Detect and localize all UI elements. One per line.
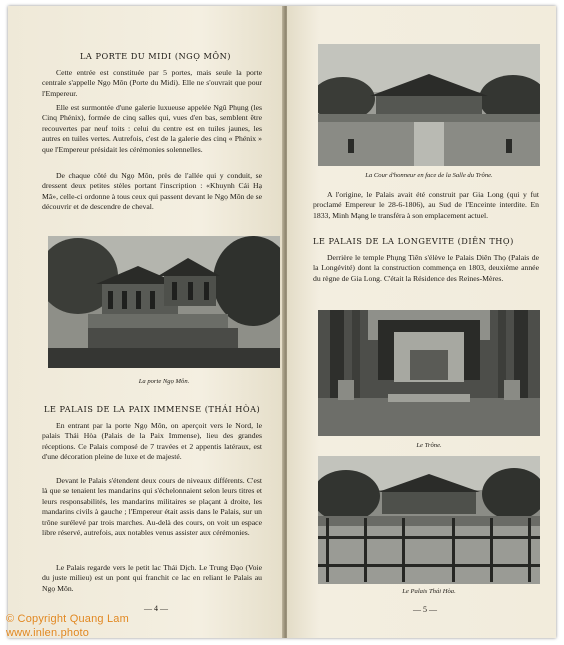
photo-trone-drawing	[318, 310, 540, 436]
paragraph-thai-hoa-3: Le Palais regarde vers le petit lac Thái Dịch. Le Trung Đạo (Voie du juste milieu) est un pont qui franchit ce lac en reliant le Palais au Ngọ Môn.	[42, 563, 262, 593]
photo-thai-hoa	[318, 456, 540, 584]
paragraph-ngo-mon-3: De chaque côté du Ngọ Môn, près de l'allée qui y conduit, se dressent deux petites stèles portant l'inscription : «Khuynh Cái Hạ Mã», celle-ci ordonne à tous ceux qui passent devant le Ngọ Môn de se découvrir et de descendre de cheval.	[42, 171, 262, 212]
paragraph-dien-tho: Derrière le temple Phụng Tiên s'élève le Palais Diên Thọ (Palais de la Longévité) dont la construction commença en 1803, deuxième année du règne de Gia Long. C'était la Résidence des Reines-Mères.	[313, 253, 539, 283]
booklet-spread	[8, 6, 556, 638]
section-heading-ngo-mon: LA PORTE DU MIDI (NGỌ MÔN)	[80, 51, 231, 61]
photo-ngo-mon	[48, 236, 280, 368]
photo-thai-hoa-drawing	[318, 456, 540, 584]
caption-cour-honneur: La Cour d'honneur en face de la Salle du Trône.	[365, 172, 493, 179]
paragraph-thai-hoa-1: En entrant par la porte Ngọ Môn, on aperçoit vers le Nord, le palais Thái Hòa (Palais de la Paix Immense), lieu des grandes réceptions. Ce Palais composé de 7 travées et 2 appentis latéraux, est d'une décoration pleine de luxe et de majesté.	[42, 421, 262, 462]
caption-ngo-mon: La porte Ngọ Môn.	[138, 378, 190, 385]
photo-trone	[318, 310, 540, 436]
paragraph-ngo-mon-1: Cette entrée est constituée par 5 portes, mais seule la porte centrale s'appelle Ngọ Môn (Porte du Midi). Elle ne s'ouvrait que pour l'Empereur.	[42, 68, 262, 98]
photo-ngo-mon-drawing	[48, 236, 280, 368]
section-heading-thai-hoa: LE PALAIS DE LA PAIX IMMENSE (THÁI HÒA)	[44, 404, 261, 414]
paragraph-gia-long: A l'origine, le Palais avait été construit par Gia Long (qui y fut proclamé Empereur le 28-6-1806), au Sud de l'Enceinte interdite. En 1833, Minh Mạng le transféra à son emplacement actuel.	[313, 190, 539, 220]
caption-thai-hoa: Le Palais Thái Hòa.	[402, 588, 456, 595]
paragraph-ngo-mon-2: Elle est surmontée d'une galerie luxueuse appelée Ngũ Phụng (les Cinq Phénix), formée de cinq salles qui, vues d'en bas, semblent être recouvertes par neuf toits : celui du centre est en tuiles jaunes, les autres en tuiles vertes. Autrefois, c'est de la galerie des cinq « Phénix » que l'Empereur présidait les cérémonies solennelles.	[42, 103, 262, 154]
page-number-left: — 4 —	[144, 604, 168, 613]
left-page	[8, 6, 284, 638]
photo-cour-honneur-drawing	[318, 44, 540, 166]
website-watermark: www.inlen.photo	[6, 627, 90, 639]
right-page	[287, 6, 556, 638]
caption-trone: Le Trône.	[416, 442, 442, 449]
paragraph-thai-hoa-2: Devant le Palais s'étendent deux cours de niveaux différents. C'est là que se tenaient les mandarins qui s'échelonnaient selon leurs titres et leurs responsabilités, les mandarins militaires se plaçant à droite, les mandarins civils à gauche ; l'Empereur était assis dans le Palais, sur un trône surélevé par trois marches. Au-delà des cours, on voit un espace libre réservé, autrefois, aux notables venus assister aux cérémonies.	[42, 476, 262, 538]
section-heading-dien-tho: LE PALAIS DE LA LONGEVITE (DIÊN THỌ)	[313, 236, 514, 246]
page-number-right: — 5 —	[413, 605, 437, 614]
photo-cour-honneur	[318, 44, 540, 166]
copyright-watermark: © Copyright Quang Lam	[6, 613, 129, 625]
